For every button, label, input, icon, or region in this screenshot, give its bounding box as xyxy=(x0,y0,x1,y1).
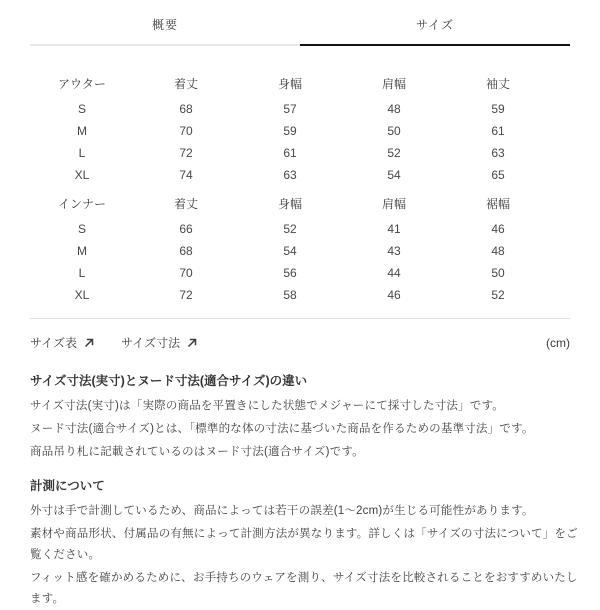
value-cell: 41 xyxy=(387,222,401,236)
column-header: 身幅 xyxy=(277,196,302,211)
paragraph xyxy=(30,568,578,610)
paragraph xyxy=(30,442,570,463)
table-header-row xyxy=(30,72,570,94)
paragraph xyxy=(30,524,578,566)
value-cell: 59 xyxy=(283,124,297,138)
size-table-inner xyxy=(30,192,570,306)
table-row xyxy=(30,120,570,142)
value-cell: 54 xyxy=(387,168,401,182)
table-row xyxy=(30,218,570,240)
tab-overview[interactable]: 概要 xyxy=(30,0,300,46)
text-line: ヌード寸法(適合サイズ)とは、「標準的な体の寸法に基づいた商品を作るための基準寸法」です。 xyxy=(30,423,534,435)
section-heading: 計測について xyxy=(30,479,105,493)
text-line: 外寸は手で計測しているため、商品によっては若干の誤差(1〜2cm)が生じる可能性があります。 xyxy=(30,505,534,517)
value-cell: 63 xyxy=(491,146,505,160)
table-row xyxy=(30,164,570,186)
unit-label: (cm) xyxy=(546,335,570,350)
value-cell: 61 xyxy=(283,146,297,160)
links-row xyxy=(30,334,570,351)
value-cell: 50 xyxy=(491,266,505,280)
table-row xyxy=(30,262,570,284)
text-line: 覧ください。 xyxy=(30,549,101,561)
value-cell: 46 xyxy=(387,288,401,302)
value-cell: 59 xyxy=(491,102,505,116)
table-name: インナー xyxy=(57,196,106,211)
tab-size[interactable]: サイズ xyxy=(300,0,570,46)
text-line: 素材や商品形状、付属品の有無によって計測方法が異なります。詳しくは「サイズの寸法について」をご xyxy=(30,528,578,540)
table-row xyxy=(30,284,570,306)
text-line: ます。 xyxy=(30,593,65,605)
size-cell: L xyxy=(78,266,86,280)
size-cell: S xyxy=(77,222,86,236)
value-cell: 52 xyxy=(491,288,505,302)
divider xyxy=(30,318,570,319)
table-name: アウター xyxy=(58,76,106,91)
column-header: 袖丈 xyxy=(485,76,510,91)
column-header: 着丈 xyxy=(173,196,198,211)
value-cell: 70 xyxy=(179,266,193,280)
column-header: 着丈 xyxy=(173,76,198,91)
paragraph xyxy=(30,501,570,522)
size-tables xyxy=(30,72,570,306)
section-heading: サイズ寸法(実寸)とヌード寸法(適合サイズ)の違い xyxy=(30,374,308,388)
column-header: 裾幅 xyxy=(485,196,510,211)
value-cell: 50 xyxy=(387,124,401,138)
size-table-outer xyxy=(30,72,570,186)
size-chart-link-label: サイズ表 xyxy=(30,336,78,350)
size-cell: S xyxy=(77,102,86,116)
text-line: サイズ寸法(実寸)は「実際の商品を平置きにした状態でメジャーにて採寸した寸法」です。 xyxy=(30,400,504,412)
value-cell: 68 xyxy=(179,244,193,258)
value-cell: 57 xyxy=(283,102,297,116)
value-cell: 52 xyxy=(283,222,297,236)
table-row xyxy=(30,142,570,164)
tab-bar xyxy=(30,0,570,46)
size-cell: XL xyxy=(74,288,90,302)
size-cell: M xyxy=(77,124,87,138)
table-header-row xyxy=(30,192,570,214)
table-row xyxy=(30,240,570,262)
column-header: 肩幅 xyxy=(381,76,406,91)
value-cell: 61 xyxy=(491,124,505,138)
column-header: 肩幅 xyxy=(381,196,406,211)
size-measure-link[interactable] xyxy=(121,334,198,351)
size-chart-link[interactable] xyxy=(30,334,95,351)
text-line: 商品吊り札に記載されているのはヌード寸法(適合サイズ)です。 xyxy=(30,446,364,458)
info-sections xyxy=(30,371,578,610)
value-cell: 72 xyxy=(179,288,193,302)
table-row xyxy=(30,98,570,120)
value-cell: 52 xyxy=(387,146,401,160)
value-cell: 70 xyxy=(179,124,193,138)
value-cell: 58 xyxy=(283,288,297,302)
size-cell: M xyxy=(77,244,87,258)
arrow-up-right-icon xyxy=(83,337,95,349)
column-header: 身幅 xyxy=(277,76,302,91)
arrow-up-right-icon xyxy=(186,337,198,349)
value-cell: 72 xyxy=(179,146,193,160)
info-section xyxy=(30,371,570,463)
value-cell: 43 xyxy=(387,244,401,258)
value-cell: 46 xyxy=(491,222,505,236)
text-line: フィット感を確かめるために、お手持ちのウェアを測り、サイズ寸法を比較されることをおすすめいたし xyxy=(30,572,578,584)
value-cell: 63 xyxy=(283,168,297,182)
value-cell: 68 xyxy=(179,102,193,116)
paragraph xyxy=(30,419,570,440)
value-cell: 48 xyxy=(491,244,505,258)
value-cell: 74 xyxy=(179,168,193,182)
info-section xyxy=(30,476,578,610)
value-cell: 44 xyxy=(387,266,401,280)
value-cell: 56 xyxy=(283,266,297,280)
value-cell: 48 xyxy=(387,102,401,116)
paragraph xyxy=(30,396,570,417)
size-measure-link-label: サイズ寸法 xyxy=(121,336,181,350)
value-cell: 54 xyxy=(283,244,297,258)
size-cell: XL xyxy=(74,168,90,182)
value-cell: 65 xyxy=(491,168,505,182)
size-cell: L xyxy=(78,146,86,160)
value-cell: 66 xyxy=(179,222,193,236)
